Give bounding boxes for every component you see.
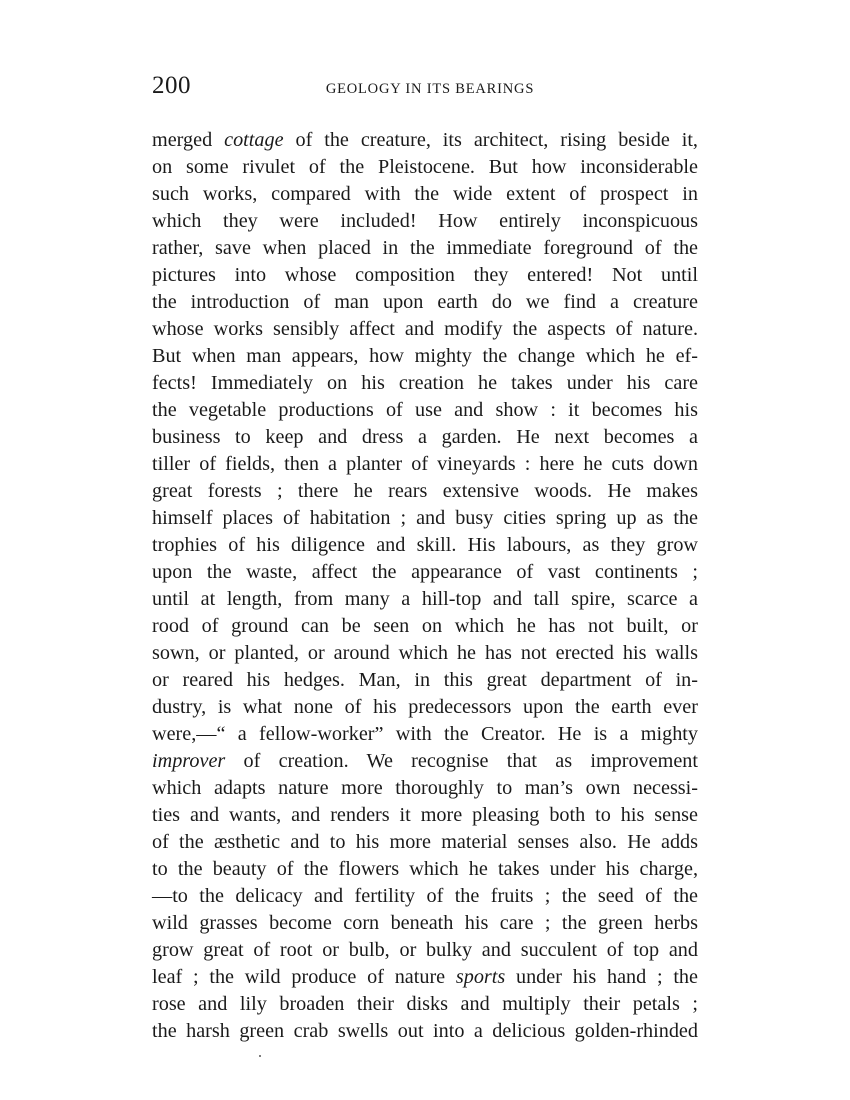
text-line [152, 262, 698, 289]
text-line [152, 964, 698, 991]
text-line [152, 424, 698, 451]
print-speck [259, 1055, 261, 1057]
text-segment: the introduction of man upon earth do we find a creature [152, 291, 698, 313]
text-line [152, 451, 698, 478]
text-line [152, 667, 698, 694]
text-line [152, 856, 698, 883]
text-segment: rather, save when placed in the immediate foreground of the [152, 237, 698, 259]
text-line [152, 640, 698, 667]
text-line [152, 154, 698, 181]
italic-word: cottage [224, 129, 284, 151]
text-line [152, 397, 698, 424]
text-segment: trophies of his diligence and skill. His labours, as they grow [152, 534, 698, 556]
text-segment: But when man appears, how mighty the change which he ef- [152, 345, 698, 367]
text-segment: rose and lily broaden their disks and multiply their petals ; [152, 993, 698, 1015]
text-line [152, 532, 698, 559]
page-header [152, 68, 698, 104]
page-number: 200 [152, 72, 191, 99]
text-segment: whose works sensibly affect and modify the aspects of nature. [152, 318, 698, 340]
text-line [152, 289, 698, 316]
text-line [152, 991, 698, 1018]
text-line [152, 127, 698, 154]
text-segment: which they were included! How entirely inconspicuous [152, 210, 698, 232]
text-segment: tiller of fields, then a planter of vineyards : here he cuts down [152, 453, 698, 475]
text-line [152, 370, 698, 397]
text-segment: which adapts nature more thoroughly to man’s own necessi- [152, 777, 698, 799]
text-segment: great forests ; there he rears extensive woods. He makes [152, 480, 698, 502]
text-line [152, 883, 698, 910]
text-segment: ties and wants, and renders it more pleasing both to his sense [152, 804, 698, 826]
text-line [152, 559, 698, 586]
text-line [152, 937, 698, 964]
text-line [152, 316, 698, 343]
text-segment: sown, or planted, or around which he has not erected his walls [152, 642, 698, 664]
text-line [152, 910, 698, 937]
text-segment: on some rivulet of the Pleistocene. But how inconsiderable [152, 156, 698, 178]
text-segment: the vegetable productions of use and show : it becomes his [152, 399, 698, 421]
text-line [152, 694, 698, 721]
text-line [152, 748, 698, 775]
text-segment: wild grasses become corn beneath his care ; the green herbs [152, 912, 698, 934]
text-segment: the harsh green crab swells out into a delicious golden-rhinded [152, 1020, 698, 1042]
text-line [152, 721, 698, 748]
text-line [152, 208, 698, 235]
text-line [152, 613, 698, 640]
text-segment: such works, compared with the wide extent of prospect in [152, 183, 698, 205]
text-line [152, 343, 698, 370]
text-line [152, 1018, 698, 1045]
text-segment: himself places of habitation ; and busy cities spring up as the [152, 507, 698, 529]
text-segment: pictures into whose composition they entered! Not until [152, 264, 698, 286]
text-segment: were,—“ a fellow-worker” with the Creator. He is a mighty [152, 723, 698, 745]
running-title: GEOLOGY IN ITS BEARINGS [325, 81, 535, 97]
text-line [152, 478, 698, 505]
text-segment: upon the waste, affect the appearance of vast continents ; [152, 561, 698, 583]
text-segment: under his hand ; the [505, 966, 698, 988]
text-line [152, 829, 698, 856]
text-segment: of the æsthetic and to his more material senses also. He adds [152, 831, 698, 853]
text-line [152, 235, 698, 262]
text-segment: leaf ; the wild produce of nature [152, 966, 456, 988]
text-segment: business to keep and dress a garden. He next becomes a [152, 426, 698, 448]
text-segment: grow great of root or bulb, or bulky and succulent of top and [152, 939, 698, 961]
italic-word: sports [455, 966, 506, 988]
text-segment: merged [152, 129, 225, 151]
text-segment: fects! Immediately on his creation he takes under his care [152, 372, 698, 394]
text-line [152, 586, 698, 613]
text-segment: until at length, from many a hill-top and tall spire, scarce a [152, 588, 698, 610]
text-line [152, 181, 698, 208]
text-line [152, 775, 698, 802]
text-segment: of the creature, its architect, rising beside it, [283, 129, 698, 151]
body-text [152, 127, 698, 1045]
text-segment: of creation. We recognise that as improvement [225, 750, 698, 772]
text-segment: dustry, is what none of his predecessors upon the earth ever [152, 696, 698, 718]
text-line [152, 505, 698, 532]
italic-word: improver [152, 750, 226, 772]
text-line [152, 802, 698, 829]
text-segment: rood of ground can be seen on which he has not built, or [152, 615, 698, 637]
text-segment: to the beauty of the flowers which he takes under his charge, [152, 858, 698, 880]
text-segment: or reared his hedges. Man, in this great department of in- [152, 669, 698, 691]
text-segment: —to the delicacy and fertility of the fruits ; the seed of the [152, 885, 698, 907]
